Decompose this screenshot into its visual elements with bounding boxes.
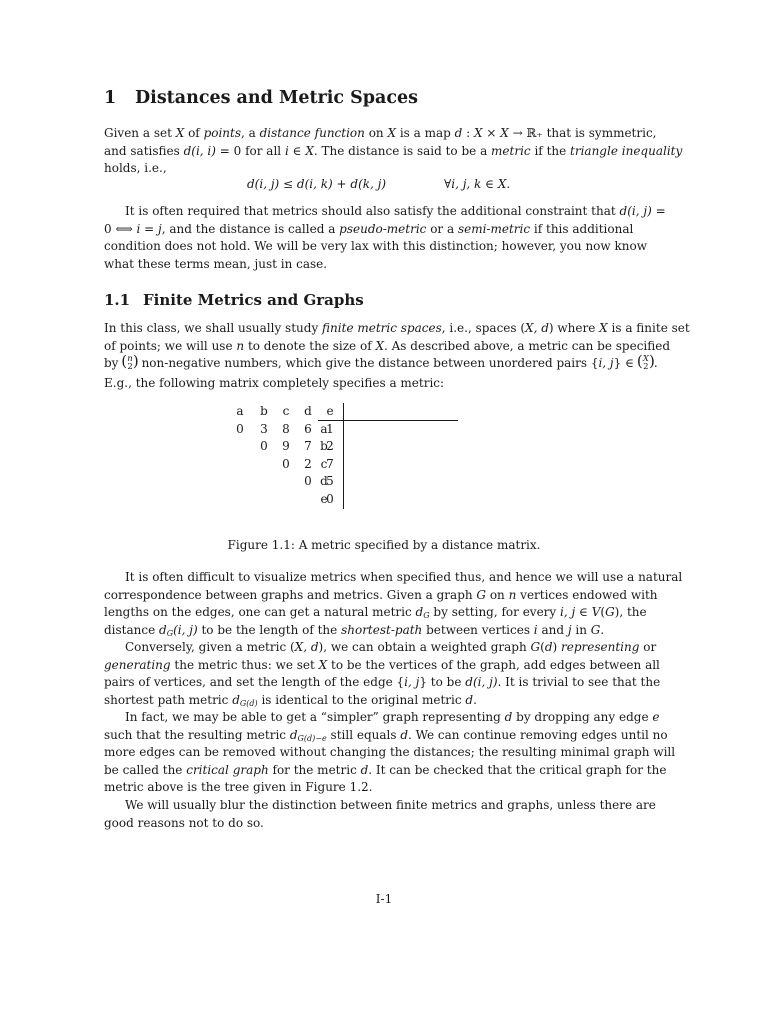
section-number: 1 xyxy=(104,88,117,108)
critical-graph-paragraph xyxy=(104,709,676,797)
matrix-row-header: e xyxy=(320,492,328,506)
pseudo-metric-paragraph xyxy=(104,203,664,273)
matrix-column-header: e xyxy=(326,404,334,418)
matrix-row-header: d xyxy=(320,474,328,489)
binomial-n-choose-2: ( n 2 ) xyxy=(122,355,137,371)
figure-caption: Figure 1.1: A metric specified by a distance matrix. xyxy=(227,538,541,552)
equation-lhs: d(i, j) ≤ d(i, k) + d(k, j) xyxy=(247,177,387,191)
text-line: holds, i.e., xyxy=(104,161,167,176)
text-line: It is often difficult to visualize metrics when specified thus, and hence we will use a natural xyxy=(125,570,683,584)
text-line: Given a set X of points, a distance function on X is a map d : X × X → ℝ₊ that is symmetric, xyxy=(104,126,657,140)
matrix-cell: 3 xyxy=(260,421,268,436)
matrix-cell: 7 xyxy=(304,439,312,454)
matrix-cell: 8 xyxy=(282,421,290,436)
matrix-cell: 2 xyxy=(326,439,334,454)
matrix-column-header: c xyxy=(282,404,290,418)
text-line: condition does not hold. We will be very lax with this distinction; however, you now know xyxy=(104,239,647,254)
matrix-column-header: d xyxy=(304,404,312,418)
text-line: metric above is the tree given in Figure 1.2. xyxy=(104,780,373,795)
text-line: of points; we will use n to denote the size of X. As described above, a metric can be specified xyxy=(104,338,671,353)
text-line: pairs of vertices, and set the length of the edge {i, j} to be d(i, j). It is trivial to see that the xyxy=(104,675,661,690)
text-line: such that the resulting metric $d_{G(d)-e}$ still equals d. We can continue removing edges until no xyxy=(104,727,668,743)
matrix-vertical-rule xyxy=(343,403,344,509)
text-line: distance $d_G(i$, j) to be the length of the shortest-path between vertices i and j in G. xyxy=(104,622,605,638)
subsection-number: 1.1 xyxy=(104,291,131,309)
matrix-cell: 1 xyxy=(326,421,334,436)
text-line: shortest path metric $d_{G(d)}$ is identical to the original metric d. xyxy=(104,692,477,708)
converse-paragraph xyxy=(104,639,664,709)
text-line: be called the critical graph for the metric d. It can be checked that the critical graph for the xyxy=(104,762,667,777)
text-line: what these terms mean, just in case. xyxy=(104,256,328,271)
matrix-column-header: a xyxy=(236,404,244,418)
equation-rhs: ∀i, j, k ∈ X. xyxy=(444,177,511,191)
matrix-cell: 0 xyxy=(282,456,290,471)
matrix-row-header: c xyxy=(320,456,328,471)
binomial-x-choose-2: ( X 2 ) xyxy=(638,355,654,371)
text-line: good reasons not to do so. xyxy=(104,815,264,830)
matrix-cell: 5 xyxy=(326,474,334,489)
text-line: correspondence between graphs and metrics. Given a graph G on n vertices endowed with xyxy=(104,587,658,602)
text-line: In this class, we shall usually study finite metric spaces, i.e., spaces (X, d) where X is a finite set xyxy=(104,321,690,335)
text-line: It is often required that metrics should also satisfy the additional constraint that d(i, j) = xyxy=(125,204,666,218)
text-line: In fact, we may be able to get a “simpler” graph representing d by dropping any edge e xyxy=(125,710,660,724)
text-line: We will usually blur the distinction between finite metrics and graphs, unless there are xyxy=(125,798,656,812)
blur-paragraph xyxy=(104,797,664,832)
text-line: by ( n 2 ) non-negative numbers, which give the distance between unordered pairs {i, j} ∈ ( X 2 ) . xyxy=(104,355,664,375)
matrix-cell: 6 xyxy=(304,421,312,436)
finite-metrics-paragraph xyxy=(104,320,690,393)
matrix-cell: 7 xyxy=(326,456,334,471)
text-line: generating the metric thus: we set X to be the vertices of the graph, add edges between all xyxy=(104,657,660,672)
matrix-row-header: a xyxy=(320,421,328,436)
matrix-cell: 2 xyxy=(304,456,312,471)
text-line: more edges can be removed without changing the distances; the resulting minimal graph will xyxy=(104,745,676,760)
matrix-cell: 0 xyxy=(304,474,312,489)
text-line: 0 ⟺ i = j, and the distance is called a pseudo-metric or a semi-metric if this additional xyxy=(104,221,634,236)
subsection-heading xyxy=(104,291,364,309)
subsection-title: Finite Metrics and Graphs xyxy=(143,291,364,309)
matrix-cell: 0 xyxy=(260,439,268,454)
text-line: E.g., the following matrix completely specifies a metric: xyxy=(104,376,445,391)
matrix-cell: 0 xyxy=(236,421,244,436)
graphs-paragraph xyxy=(104,569,683,639)
matrix-cell: 0 xyxy=(326,492,334,506)
intro-paragraph xyxy=(104,125,683,178)
matrix-column-header: b xyxy=(260,404,268,418)
text-line: and satisfies d(i, i) = 0 for all i ∈ X. The distance is said to be a metric if the triangle inequality xyxy=(104,143,683,158)
text-line: Conversely, given a metric (X, d), we can obtain a weighted graph G(d) representing or xyxy=(125,640,657,654)
section-title: Distances and Metric Spaces xyxy=(135,88,419,108)
matrix-cell: 9 xyxy=(282,439,290,454)
page-number: I-1 xyxy=(375,892,393,906)
text-line: lengths on the edges, one can get a natural metric $d_G$ by setting, for every i, j ∈ V(G), the xyxy=(104,605,647,621)
section-heading xyxy=(104,88,418,108)
matrix-row-header: b xyxy=(320,439,328,454)
matrix-horizontal-rule xyxy=(318,420,458,421)
